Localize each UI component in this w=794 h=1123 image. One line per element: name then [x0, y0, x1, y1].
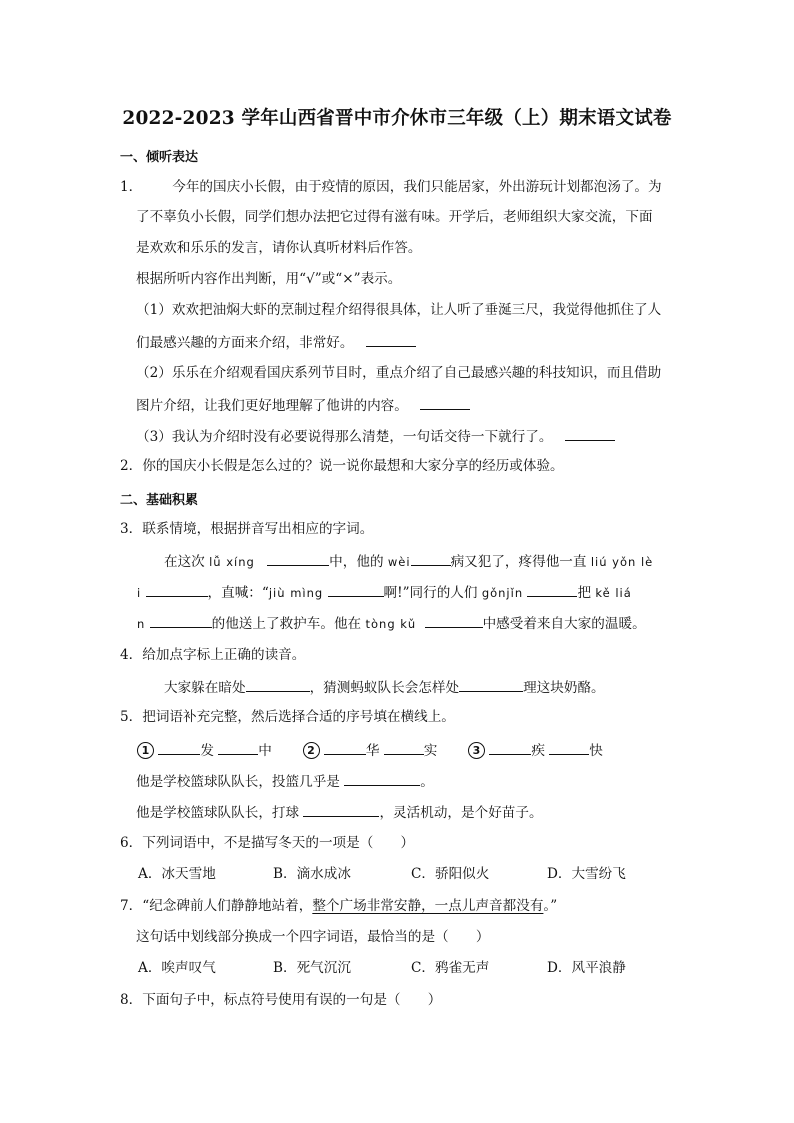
text: 他是学校篮球队队长，打球	[136, 805, 304, 821]
answer-blank[interactable]	[459, 676, 523, 692]
answer-blank[interactable]	[158, 739, 200, 755]
pinyin: tòng kǔ	[365, 617, 417, 631]
answer-blank[interactable]	[150, 612, 212, 628]
statement-1-line-1: （1）欢欢把油焖大虾的烹制过程介绍得很具体，让人听了垂涎三尺，我觉得他抓住了人	[136, 302, 662, 318]
circled-number: 2	[303, 742, 320, 759]
question-1-line-2: 了不辜负小长假，同学们想办法把它过得有滋有味。开学后，老师组织大家交流，下面	[136, 209, 653, 225]
question-5-sentence-1	[136, 770, 434, 792]
question-1-line-3: 是欢欢和乐乐的发言，请你认真听材料后作答。	[136, 240, 422, 256]
answer-blank[interactable]	[366, 331, 416, 347]
answer-blank[interactable]	[344, 770, 420, 786]
question-7	[120, 896, 557, 916]
question-1-instruction: 根据所听内容作出判断，用“√”或“×”表示。	[136, 271, 402, 287]
answer-blank[interactable]	[324, 739, 366, 755]
pinyin: n	[137, 617, 146, 631]
answer-blank[interactable]	[565, 425, 615, 441]
question-number: 6．	[120, 835, 143, 851]
answer-blank[interactable]	[489, 739, 531, 755]
text: 理这块奶酪。	[523, 680, 605, 696]
answer-blank[interactable]	[218, 739, 258, 755]
answer-blank[interactable]	[246, 676, 310, 692]
text: 啊!”同行的人们	[383, 585, 482, 601]
item-3	[468, 743, 603, 759]
text: 实	[423, 743, 438, 759]
text: 的他送上了救护车。他在	[211, 616, 366, 632]
statement-text: （3）我认为介绍时没有必要说得那么清楚，一句话交待一下就行了。	[136, 429, 553, 445]
question-3-line-1	[164, 550, 653, 572]
option-b[interactable]: B．死气沉沉	[273, 960, 351, 976]
question-number: 4．	[120, 647, 143, 663]
question-5-items	[137, 739, 603, 761]
answer-blank[interactable]	[146, 581, 208, 597]
option-c[interactable]: C．鸦雀无声	[411, 960, 490, 976]
question-text: 给加点字标上正确的读音。	[142, 647, 306, 663]
pinyin: jiù mìng	[268, 586, 324, 600]
text: 快	[589, 743, 603, 759]
text: 中感受着来自大家的温暖。	[482, 616, 646, 632]
question-text: 下列词语中，不是描写冬天的一项是（ ）	[142, 835, 415, 851]
question-number: 7．	[120, 898, 143, 914]
question-text: 你的国庆小长假是怎么过的？说一说你最想和大家分享的经历或体验。	[142, 458, 564, 474]
statement-3	[136, 425, 615, 447]
pinyin: i	[137, 586, 142, 600]
text: ，灵活机动，是个好苗子。	[379, 805, 543, 821]
question-number: 3．	[120, 521, 143, 537]
question-1-line-1	[120, 177, 662, 197]
pinyin: wèi	[387, 555, 411, 569]
text: 他是学校篮球队队长，投篮几乎是	[136, 774, 345, 790]
item-2	[303, 743, 442, 759]
answer-blank[interactable]	[328, 581, 384, 597]
question-2	[120, 456, 564, 476]
option-d[interactable]: D．大雪纷飞	[547, 866, 626, 882]
text: 。	[420, 774, 434, 790]
question-text: 今年的国庆小长假，由于疫情的原因，我们只能居家，外出游玩计划都泡汤了。为	[172, 179, 662, 195]
answer-blank[interactable]	[420, 394, 470, 410]
page-title: 2022-2023 学年山西省晋中市介休市三年级（上）期末语文试卷	[122, 108, 672, 129]
text: 中	[258, 743, 272, 759]
pinyin: gǒnjǐn	[481, 586, 524, 600]
section-heading-basics: 二、基础积累	[120, 493, 199, 508]
question-3-line-3	[137, 612, 646, 634]
option-d[interactable]: D．风平浪静	[547, 960, 626, 976]
text: 把	[577, 585, 596, 601]
item-1	[137, 743, 276, 759]
question-3	[120, 519, 373, 539]
question-number: 2．	[120, 458, 143, 474]
text: 中，他的	[329, 554, 388, 570]
option-c[interactable]: C．骄阳似火	[411, 866, 490, 882]
pinyin: liú yǒn lè	[590, 555, 654, 569]
text: 病又犯了，疼得他一直	[450, 554, 591, 570]
question-4-line-1	[164, 676, 605, 698]
question-text: 下面句子中，标点符号使用有误的一句是（ ）	[142, 992, 442, 1008]
text: 大家躲在暗处	[164, 680, 246, 696]
option-a[interactable]: A．唉声叹气	[138, 960, 216, 976]
text: ，直喊：“	[207, 585, 269, 601]
statement-text: 们最感兴趣的方面来介绍，非常好。	[136, 335, 354, 351]
answer-blank[interactable]	[267, 550, 329, 566]
answer-blank[interactable]	[411, 550, 451, 566]
text: “纪念碑前人们静静地站着，	[142, 898, 313, 914]
section-heading-listening: 一、倾听表达	[120, 150, 199, 165]
question-8	[120, 990, 441, 1010]
answer-blank[interactable]	[303, 801, 379, 817]
answer-blank[interactable]	[425, 612, 483, 628]
underlined-phrase: 整个广场非常安静，一点儿声音都没有	[312, 898, 544, 914]
question-text: 把词语补充完整，然后选择合适的序号填在横线上。	[142, 709, 455, 725]
answer-blank[interactable]	[384, 739, 424, 755]
question-3-line-2	[137, 581, 632, 603]
text: 疾	[531, 743, 545, 759]
question-number: 1．	[120, 179, 143, 195]
question-4	[120, 645, 305, 665]
text: ，猜测蚂蚁队长会怎样处	[309, 680, 460, 696]
option-a[interactable]: A．冰天雪地	[138, 866, 216, 882]
text: 发	[200, 743, 214, 759]
question-7-line-2: 这句话中划线部分换成一个四字词语，最恰当的是（ ）	[136, 929, 490, 945]
statement-1-line-2	[136, 331, 416, 353]
option-b[interactable]: B．滴水成冰	[273, 866, 351, 882]
question-5	[120, 707, 455, 727]
text: 华	[365, 743, 380, 759]
text: 在这次	[164, 554, 210, 570]
question-5-sentence-2	[136, 801, 543, 823]
statement-2-line-2	[136, 394, 470, 416]
question-number: 8．	[120, 992, 143, 1008]
pinyin: kě liá	[595, 586, 632, 600]
pinyin: lǚ xíng	[209, 555, 255, 569]
circled-number: 3	[468, 742, 485, 759]
answer-blank[interactable]	[549, 739, 589, 755]
answer-blank[interactable]	[527, 581, 577, 597]
question-number: 5．	[120, 709, 143, 725]
text: 。”	[543, 898, 558, 914]
question-6	[120, 833, 414, 853]
circled-number: 1	[137, 742, 154, 759]
statement-text: 图片介绍，让我们更好地理解了他讲的内容。	[136, 398, 408, 414]
statement-2-line-1: （2）乐乐在介绍观看国庆系列节目时，重点介绍了自己最感兴趣的科技知识，而且借助	[136, 365, 662, 381]
question-text: 联系情境，根据拼音写出相应的字词。	[142, 521, 374, 537]
